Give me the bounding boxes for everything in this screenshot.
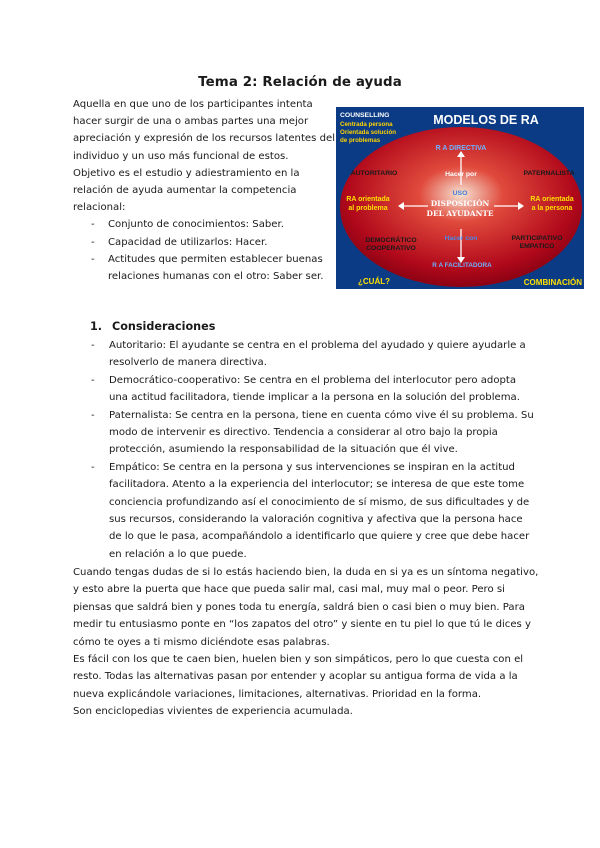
- hacer-por-label: Hacer por: [445, 171, 477, 178]
- closing-text: [73, 564, 543, 721]
- participativo-line-1: PARTICIPATIVO: [511, 235, 563, 242]
- page-title: Tema 2: Relación de ayuda: [198, 75, 402, 90]
- considerations-section: [91, 337, 535, 563]
- democratico-line-1: DEMOCRÁTICO: [365, 237, 417, 244]
- paragraph: Es fácil con los que te caen bien, huelen bien y son simpáticos, pero lo que cuesta con el resto. Todas las alternativas pasan por entender y acoplar su antigua forma de vida a la nueva explicándole variaciones, limitaciones, alternativas. Prioridad en la forma.: [73, 654, 524, 700]
- models-diagram: [336, 107, 584, 289]
- counselling-label: COUNSELLING: [340, 112, 390, 119]
- paragraph: Son enciclopedias vivientes de experiencia acumulada.: [73, 706, 353, 718]
- hacer-con-label: Hacer con: [444, 235, 478, 242]
- ra-problema-line-2: al problema: [348, 205, 388, 212]
- list-item: - Empático: Se centra en la persona y sus intervenciones se inspiran en la actitud facilitadora. Atento a la experiencia del interlocutor; se interesa de que este tome conciencia profundizando así el conocimiento de sí mismo, de sus dificultades y de sus recursos, considerando la valoración cognitiva y afectiva que la persona hace de lo que le pasa, acompañándolo a identificarlo que quiere y cree que debe hacer en relación a lo que puede.: [91, 459, 535, 563]
- autoritario-label: AUTORITARIO: [350, 170, 398, 177]
- paragraph: Cuando tengas dudas de si lo estás haciendo bien, la duda en si ya es un síntoma negativo, y esto abre la puerta que hace que pueda salir mal, casi mal, muy mal o peor. Pero si piensas que saldrá bien y pones toda tu energía, saldrá bien o casi bien o muy bien. Para medir tu entusiasmo ponte en “los zapatos del otro” y siente en tu piel lo que tú le dices y cómo te oyes a ti mismo diciéndote esas palabras.: [73, 567, 539, 648]
- section-number: 1.: [90, 320, 103, 333]
- paternalista-label: PATERNALISTA: [523, 170, 575, 177]
- considerations-list: [91, 337, 535, 563]
- diagram-heading: MODELOS DE RA: [433, 113, 539, 127]
- intro-objective: Objetivo es el estudio y adiestramiento en la relación de ayuda aumentar la competencia relacional:: [73, 167, 300, 214]
- list-item: - Actitudes que permiten establecer buenas relaciones humanas con el otro: Saber ser.: [73, 251, 335, 285]
- uso-label: USO: [452, 190, 468, 197]
- counselling-line-2: Orientada solución: [340, 129, 397, 136]
- disposicion-label: DISPOSICIÓN: [430, 199, 490, 208]
- list-item: - Democrático-cooperativo: Se centra en el problema del interlocutor pero adopta una actitud facilitadora, tiende implicar a la persona en la solución del problema.: [91, 372, 535, 407]
- ra-facilitadora-label: R A FACILITADORA: [432, 262, 492, 269]
- combinacion-label: COMBINACIÓN: [523, 278, 582, 287]
- list-item: - Capacidad de utilizarlos: Hacer.: [73, 234, 335, 251]
- counselling-line-1: Centrada persona: [340, 121, 393, 128]
- counselling-line-3: de problemas: [340, 137, 381, 144]
- intro-definition: Aquella en que uno de los participantes intenta hacer surgir de una o ambas partes una mejor apreciación y expresión de los recursos latentes del individuo y un uso más funcional de estos.: [73, 99, 336, 162]
- intro-bullet-list: [73, 216, 335, 285]
- intro-section: [73, 96, 335, 285]
- ra-persona-line-1: RA orientada: [530, 196, 574, 203]
- cual-label: ¿CUÁL?: [358, 277, 390, 286]
- models-diagram-svg: [336, 107, 584, 289]
- section-title: Consideraciones: [112, 320, 216, 333]
- del-ayudante-label: DEL AYUDANTE: [426, 209, 494, 218]
- ra-directiva-label: R A DIRECTIVA: [435, 145, 487, 152]
- list-item: - Conjunto de conocimientos: Saber.: [73, 216, 335, 233]
- ra-persona-line-2: a la persona: [531, 205, 573, 212]
- participativo-line-2: EMPATICO: [519, 243, 555, 250]
- list-item: - Autoritario: El ayudante se centra en el problema del ayudado y quiere ayudarle a resolverlo de manera directiva.: [91, 337, 535, 372]
- section-heading: [90, 320, 215, 333]
- list-item: - Paternalista: Se centra en la persona, tiene en cuenta cómo vive él su problema. Su modo de intervenir es directivo. Tendencia a considerar al otro bajo la propia protección, asumiendo la responsabilidad de la situación que él vive.: [91, 407, 535, 459]
- democratico-line-2: COOPERATIVO: [366, 245, 416, 252]
- ra-problema-line-1: RA orientada: [346, 196, 390, 203]
